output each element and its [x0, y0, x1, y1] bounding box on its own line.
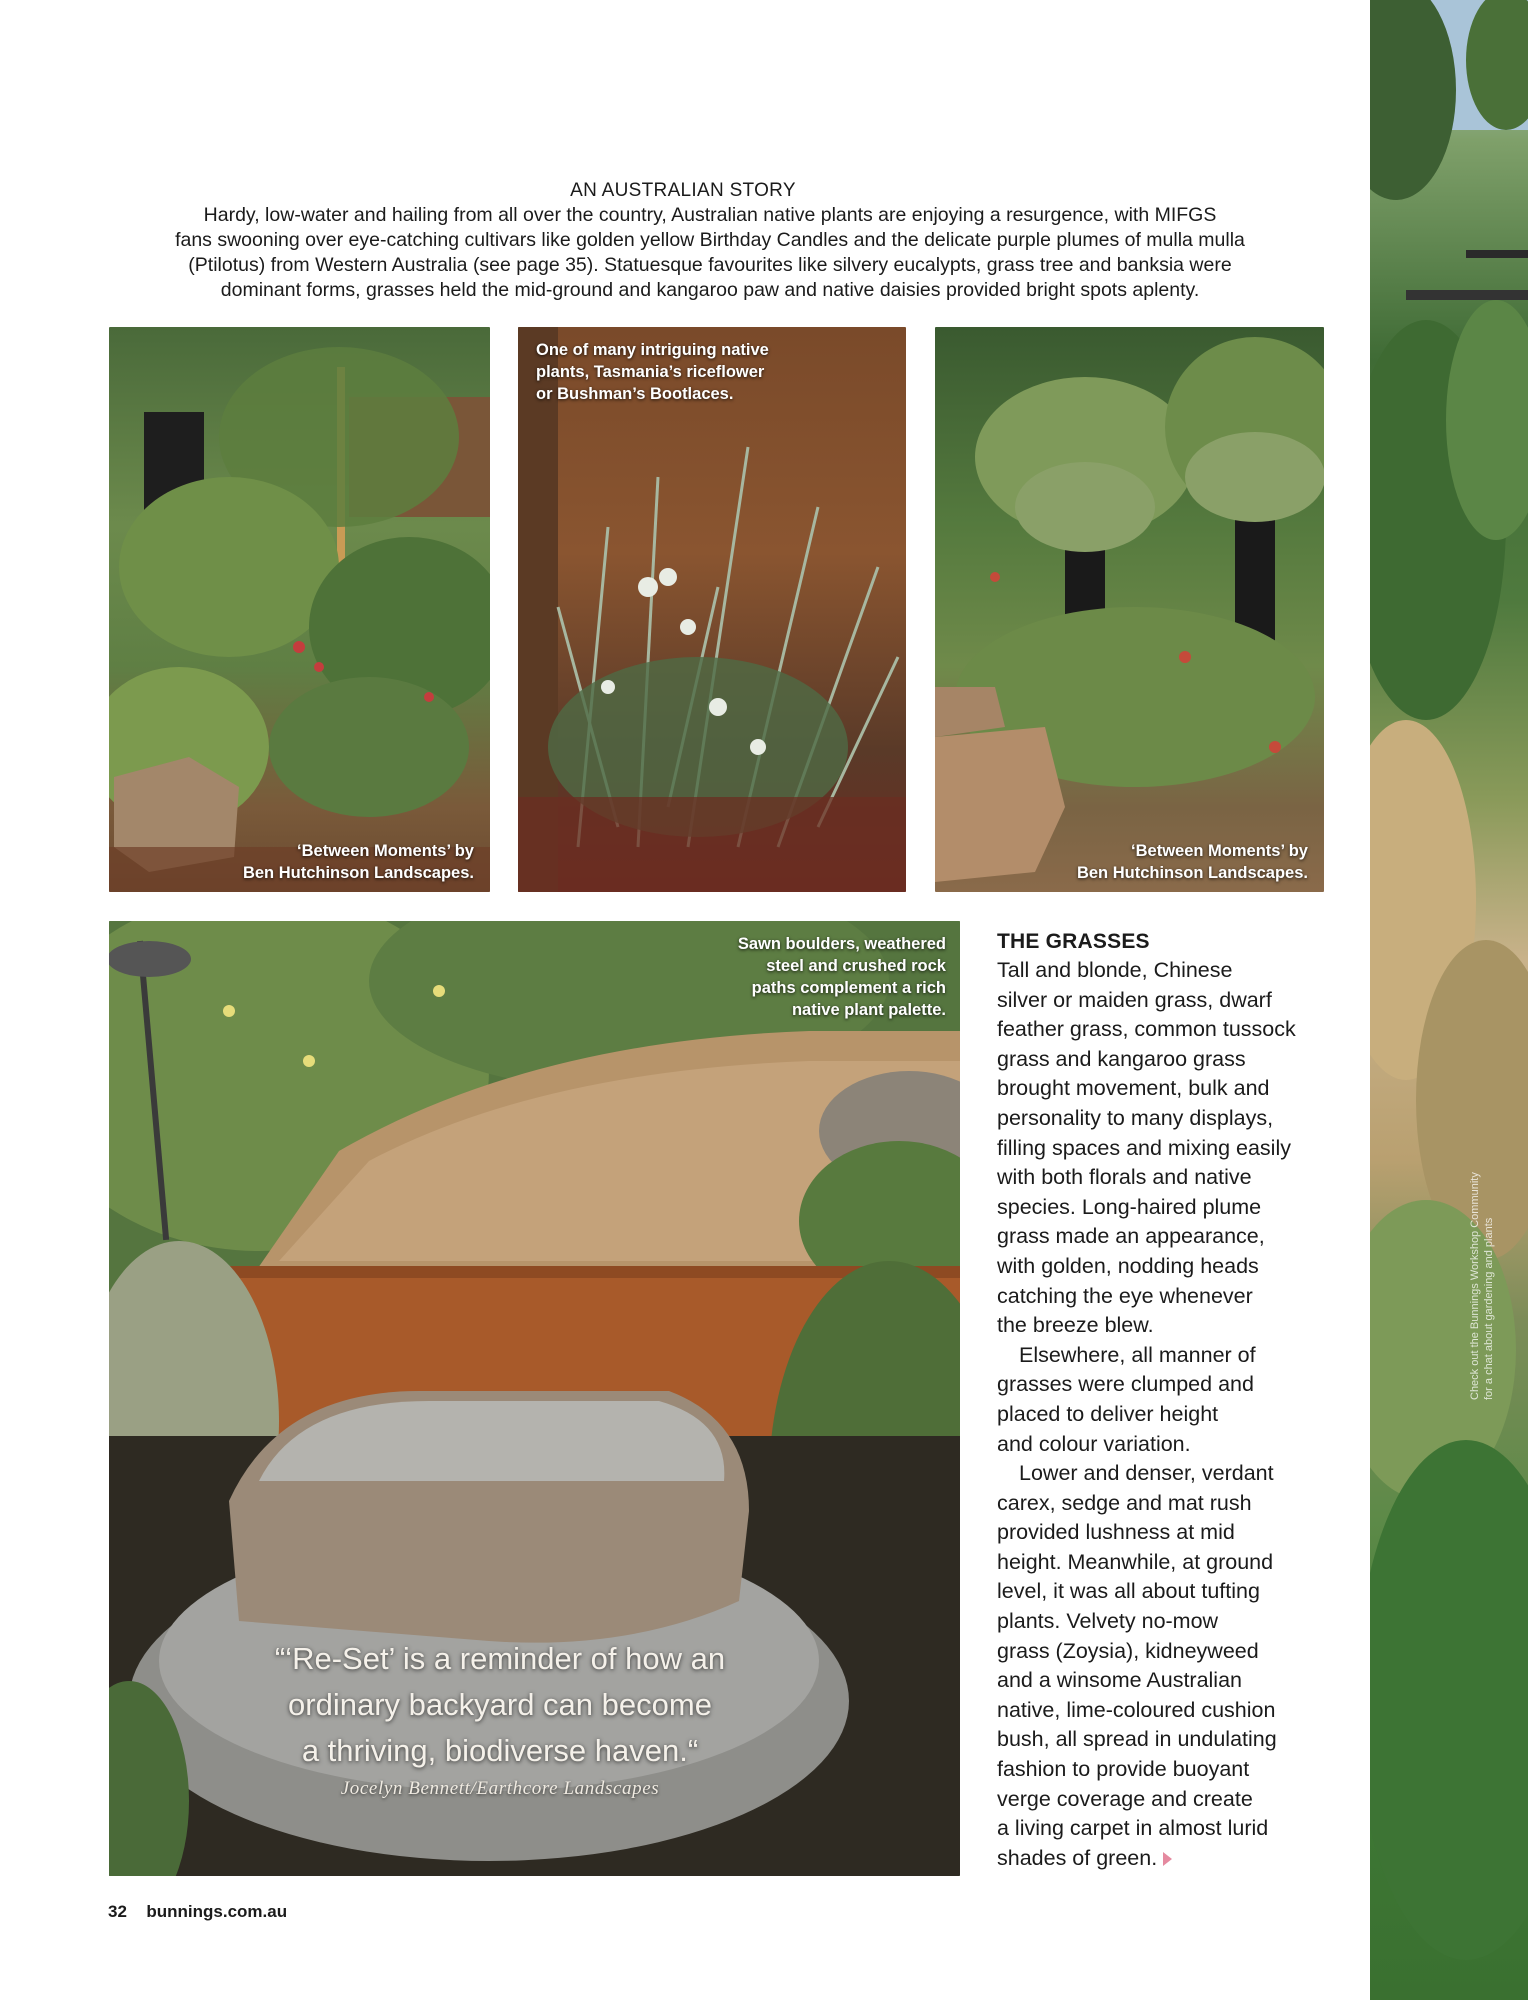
caption-line: ‘Between Moments’ by	[297, 842, 474, 860]
text-line: feather grass, common tussock	[997, 1017, 1296, 1042]
intro-line: dominant forms, grasses held the mid-ground and kangaroo paw and native daisies provided bright spots aplenty.	[220, 279, 1200, 301]
text-line: catching the eye whenever	[997, 1283, 1253, 1308]
quote-line: ordinary backyard can become	[288, 1687, 712, 1722]
text-line: Tall and blonde, Chinese	[997, 958, 1233, 982]
photo-credit-vertical	[1458, 1172, 1495, 1550]
text-line: Elsewhere, all manner of	[1019, 1342, 1256, 1367]
text-line: fashion to provide buoyant	[997, 1757, 1250, 1782]
text-line-last	[997, 1844, 1337, 1874]
text-line: grass and kangaroo grass	[997, 1046, 1246, 1071]
caption-line: native plant palette.	[791, 1001, 946, 1019]
text-line: silver or maiden grass, dwarf	[997, 987, 1272, 1012]
photo-2-art	[518, 327, 906, 892]
text-line: grasses were clumped and	[997, 1372, 1254, 1397]
intro-line: fans swooning over eye-catching cultivars like golden yellow Birthday Candles and the delicate purple plumes of mulla mulla	[175, 229, 1245, 251]
text-line: Lower and denser, verdant	[1019, 1461, 1274, 1486]
photo-riceflower	[518, 327, 906, 892]
grasses-paragraph-3	[997, 1459, 1337, 1873]
caption-line: steel and crushed rock	[766, 957, 946, 975]
text-line: placed to deliver height	[997, 1401, 1219, 1426]
photo-1-caption	[243, 840, 474, 884]
text-line: brought movement, bulk and	[997, 1076, 1270, 1101]
quote-line: “‘Re-Set’ is a reminder of how an	[274, 1641, 726, 1676]
bleed-photo-art	[1366, 0, 1528, 2000]
caption-line: ‘Between Moments’ by	[1131, 842, 1308, 860]
quote-line: a thriving, biodiverse haven.“	[301, 1733, 699, 1768]
caption-line: paths complement a rich	[751, 979, 946, 997]
text-line: shades of green.	[997, 1845, 1158, 1870]
bleed-photo-right	[1366, 0, 1528, 2000]
text-line: with both florals and native	[997, 1165, 1252, 1190]
text-line: with golden, nodding heads	[997, 1253, 1259, 1278]
grasses-paragraph-1	[997, 956, 1337, 1341]
intro-line: Hardy, low-water and hailing from all over the country, Australian native plants are enjoying a resurgence, with MIFGS	[203, 204, 1217, 226]
page-footer	[108, 1902, 287, 1922]
photo-3-art	[935, 327, 1324, 892]
text-line: grass (Zoysia), kidneyweed	[997, 1638, 1259, 1663]
text-line: and a winsome Australian	[997, 1668, 1243, 1693]
caption-line: One of many intriguing native	[536, 341, 769, 359]
text-line: species. Long-haired plume	[997, 1194, 1262, 1219]
section-heading-grasses: THE GRASSES	[997, 930, 1150, 953]
text-line: filling spaces and mixing easily	[997, 1135, 1291, 1160]
text-line: the breeze blew.	[997, 1313, 1154, 1338]
photo-1-art	[109, 327, 490, 892]
text-line: provided lushness at mid	[997, 1520, 1235, 1545]
intro-paragraph	[110, 203, 1310, 303]
text-line: personality to many displays,	[997, 1105, 1274, 1130]
grasses-paragraph-2	[997, 1341, 1337, 1459]
end-of-article-marker-icon	[1163, 1852, 1172, 1866]
caption-line: Ben Hutchinson Landscapes.	[242, 864, 474, 882]
credit-line-1: Check out the Bunnings Workshop Community	[1469, 1172, 1481, 1400]
caption-line: or Bushman’s Bootlaces.	[536, 385, 734, 403]
text-line: bush, all spread in undulating	[997, 1727, 1277, 1752]
caption-line: plants, Tasmania’s riceflower	[536, 363, 765, 381]
intro-heading: AN AUSTRALIAN STORY	[570, 180, 796, 201]
footer-site-link[interactable]: bunnings.com.au	[146, 1902, 288, 1921]
photo-between-moments-1	[109, 327, 490, 892]
text-line: level, it was all about tufting	[997, 1579, 1260, 1604]
quote-attribution: Jocelyn Bennett/Earthcore Landscapes	[340, 1778, 660, 1799]
page-number: 32	[108, 1902, 127, 1921]
grasses-body	[997, 956, 1337, 1873]
text-line: carex, sedge and mat rush	[997, 1490, 1252, 1515]
text-line: grass made an appearance,	[997, 1224, 1265, 1249]
photo-3-caption	[1077, 840, 1308, 884]
caption-line: Sawn boulders, weathered	[737, 935, 946, 953]
caption-line: Ben Hutchinson Landscapes.	[1076, 864, 1308, 882]
text-line: native, lime-coloured cushion	[997, 1697, 1276, 1722]
text-line: height. Meanwhile, at ground	[997, 1549, 1274, 1574]
text-line: verge coverage and create	[997, 1786, 1253, 1811]
intro-line: (Ptilotus) from Western Australia (see page 35). Statuesque favourites like silvery eucalypts, grass tree and banksia were	[188, 254, 1232, 276]
credit-line-2: for a chat about gardening and plants	[1483, 1217, 1495, 1400]
text-line: a living carpet in almost lurid	[997, 1816, 1269, 1841]
text-line: plants. Velvety no-mow	[997, 1609, 1219, 1634]
photo-4-caption	[738, 933, 946, 1021]
text-line: and colour variation.	[997, 1431, 1191, 1456]
pull-quote	[200, 1636, 800, 1774]
photo-between-moments-2	[935, 327, 1324, 892]
photo-2-caption	[536, 339, 769, 405]
